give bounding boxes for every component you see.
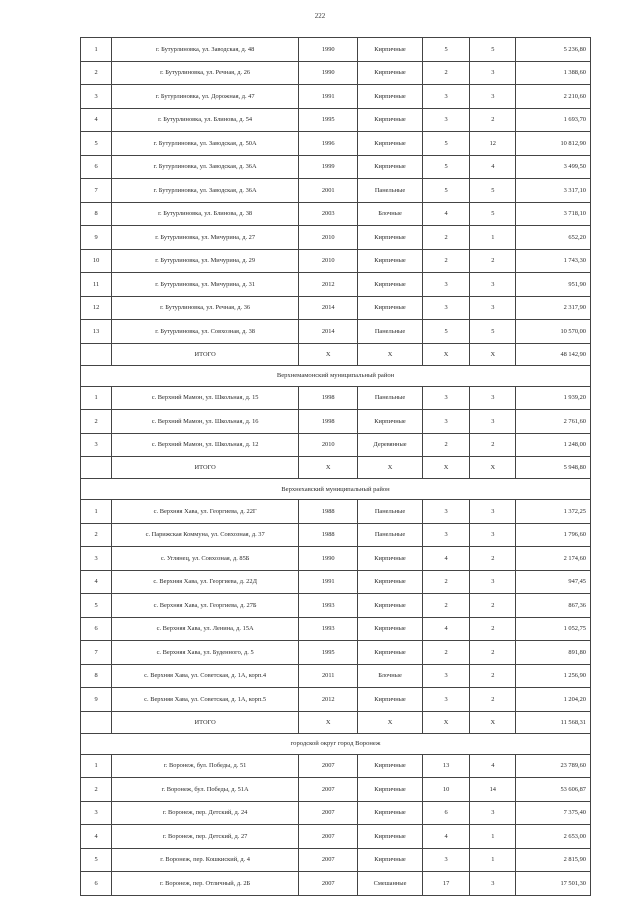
table-row [81,664,591,688]
floors-cell: 4 [422,617,470,641]
area-cell: 2 174,60 [516,547,591,571]
row-number: 1 [81,38,112,62]
section-header-row [81,733,591,754]
address-cell: с. Верхняя Хава, ул. Георгиева, д. 22Г [112,500,299,524]
entrances-cell: 14 [470,778,516,802]
table-row [81,617,591,641]
address-cell: с. Верхняя Хава, ул. Георгиева, д. 27Б [112,594,299,618]
row-number: 4 [81,825,112,849]
floors-cell: 3 [422,410,470,434]
total-area-cell: 5 948,80 [516,457,591,479]
address-cell: г. Бутурлиновка, ул. Речная, д. 36 [112,296,299,320]
row-number: 11 [81,273,112,297]
entrances-cell: 5 [470,202,516,226]
floors-cell: 2 [422,433,470,457]
material-cell: Кирпичные [358,273,422,297]
total-blank-cell [81,343,112,365]
address-cell: г. Воронеж, пер. Отличный, д. 2Б [112,872,299,896]
table-row [81,641,591,665]
year-cell: 1998 [299,386,358,410]
table-row [81,179,591,203]
table-row [81,778,591,802]
total-area-cell: 11 568,31 [516,711,591,733]
entrances-cell: 2 [470,617,516,641]
address-cell: с. Верхняя Хава, ул. Ленина, д. 15А [112,617,299,641]
table-row [81,132,591,156]
floors-cell: 5 [422,38,470,62]
year-cell: 1996 [299,132,358,156]
table-row [81,547,591,571]
total-x-cell: X [299,457,358,479]
area-cell: 1 052,75 [516,617,591,641]
table-row [81,801,591,825]
year-cell: 2014 [299,296,358,320]
entrances-cell: 2 [470,641,516,665]
total-x-cell: X [358,457,422,479]
address-cell: г. Бутурлиновка, ул. Речная, д. 26 [112,61,299,85]
floors-cell: 3 [422,664,470,688]
entrances-cell: 12 [470,132,516,156]
year-cell: 1988 [299,523,358,547]
area-cell: 2 210,60 [516,85,591,109]
year-cell: 2014 [299,320,358,344]
floors-cell: 2 [422,594,470,618]
material-cell: Кирпичные [358,38,422,62]
address-cell: г. Бутурлиновка, ул. Блинова, д. 38 [112,202,299,226]
entrances-cell: 2 [470,249,516,273]
entrances-cell: 5 [470,320,516,344]
material-cell: Кирпичные [358,226,422,250]
year-cell: 1995 [299,641,358,665]
entrances-cell: 3 [470,386,516,410]
row-number: 3 [81,85,112,109]
area-cell: 1 248,00 [516,433,591,457]
floors-cell: 17 [422,872,470,896]
row-number: 2 [81,523,112,547]
year-cell: 2007 [299,801,358,825]
row-number: 13 [81,320,112,344]
entrances-cell: 1 [470,226,516,250]
area-cell: 1 743,30 [516,249,591,273]
total-area-cell: 48 142,90 [516,343,591,365]
material-cell: Панельные [358,386,422,410]
row-number: 7 [81,641,112,665]
floors-cell: 3 [422,688,470,712]
material-cell: Смешанные [358,872,422,896]
address-cell: с. Углянец, ул. Совхозная, д. 85Б [112,547,299,571]
material-cell: Кирпичные [358,801,422,825]
table-row [81,410,591,434]
area-cell: 1 388,60 [516,61,591,85]
table-row [81,108,591,132]
floors-cell: 5 [422,155,470,179]
floors-cell: 4 [422,202,470,226]
entrances-cell: 4 [470,754,516,778]
entrances-cell: 3 [470,273,516,297]
year-cell: 2001 [299,179,358,203]
year-cell: 1991 [299,570,358,594]
total-x-cell: X [422,343,470,365]
address-cell: г. Бутурлиновка, ул. Заводская, д. 36А [112,179,299,203]
row-number: 6 [81,617,112,641]
material-cell: Панельные [358,320,422,344]
material-cell: Панельные [358,179,422,203]
total-row [81,343,591,365]
material-cell: Кирпичные [358,688,422,712]
table-row [81,594,591,618]
area-cell: 2 815,90 [516,848,591,872]
entrances-cell: 3 [470,801,516,825]
area-cell: 1 256,90 [516,664,591,688]
table-row [81,61,591,85]
year-cell: 1995 [299,108,358,132]
address-cell: с. Верхний Мамон, ул. Школьная, д. 16 [112,410,299,434]
table-row [81,754,591,778]
floors-cell: 3 [422,500,470,524]
address-cell: г. Воронеж, бул. Победы, д. 51 [112,754,299,778]
year-cell: 2007 [299,825,358,849]
area-cell: 947,45 [516,570,591,594]
area-cell: 23 789,60 [516,754,591,778]
floors-cell: 5 [422,179,470,203]
material-cell: Блочные [358,664,422,688]
row-number: 3 [81,433,112,457]
area-cell: 10 570,00 [516,320,591,344]
address-cell: г. Бутурлиновка, ул. Блинова, д. 54 [112,108,299,132]
material-cell: Кирпичные [358,547,422,571]
row-number: 1 [81,386,112,410]
table-row [81,523,591,547]
area-cell: 2 653,00 [516,825,591,849]
row-number: 8 [81,202,112,226]
year-cell: 2012 [299,273,358,297]
section-title: Верхнемамонский муниципальный район [81,365,591,386]
entrances-cell: 3 [470,570,516,594]
table-row [81,825,591,849]
address-cell: г. Воронеж, пер. Детский, д. 27 [112,825,299,849]
material-cell: Деревянные [358,433,422,457]
table-row [81,38,591,62]
row-number: 3 [81,547,112,571]
entrances-cell: 5 [470,38,516,62]
entrances-cell: 3 [470,61,516,85]
row-number: 7 [81,179,112,203]
table-row [81,320,591,344]
row-number: 4 [81,570,112,594]
address-cell: г. Бутурлиновка, ул. Совхозная, д. 38 [112,320,299,344]
section-header-row [81,479,591,500]
year-cell: 1993 [299,617,358,641]
table-row [81,273,591,297]
entrances-cell: 3 [470,500,516,524]
total-x-cell: X [470,343,516,365]
row-number: 3 [81,801,112,825]
address-cell: г. Бутурлиновка, ул. Заводская, д. 36А [112,155,299,179]
material-cell: Кирпичные [358,641,422,665]
table-row [81,226,591,250]
floors-cell: 2 [422,226,470,250]
floors-cell: 10 [422,778,470,802]
area-cell: 17 501,30 [516,872,591,896]
total-x-cell: X [299,343,358,365]
area-cell: 867,36 [516,594,591,618]
address-cell: с. Верхняя Хава, ул. Советская, д. 1А, корп.5 [112,688,299,712]
area-cell: 1 204,20 [516,688,591,712]
area-cell: 10 812,90 [516,132,591,156]
row-number: 6 [81,872,112,896]
total-x-cell: X [358,711,422,733]
year-cell: 2007 [299,872,358,896]
address-cell: г. Бутурлиновка, ул. Мичурина, д. 29 [112,249,299,273]
material-cell: Кирпичные [358,61,422,85]
address-cell: г. Воронеж, пер. Детский, д. 24 [112,801,299,825]
floors-cell: 4 [422,547,470,571]
year-cell: 2010 [299,433,358,457]
entrances-cell: 2 [470,664,516,688]
row-number: 2 [81,778,112,802]
entrances-cell: 3 [470,523,516,547]
table-row [81,570,591,594]
area-cell: 2 761,60 [516,410,591,434]
page-number: 222 [314,12,326,20]
total-label: ИТОГО [112,457,299,479]
total-row [81,711,591,733]
total-x-cell: X [299,711,358,733]
address-cell: г. Бутурлиновка, ул. Заводская, д. 48 [112,38,299,62]
table-row [81,386,591,410]
row-number: 12 [81,296,112,320]
table-row [81,249,591,273]
address-cell: г. Бутурлиновка, ул. Мичурина, д. 31 [112,273,299,297]
material-cell: Кирпичные [358,85,422,109]
table-row [81,296,591,320]
table-row [81,688,591,712]
row-number: 10 [81,249,112,273]
floors-cell: 6 [422,801,470,825]
total-label: ИТОГО [112,343,299,365]
row-number: 2 [81,410,112,434]
material-cell: Кирпичные [358,155,422,179]
year-cell: 2007 [299,778,358,802]
year-cell: 1990 [299,61,358,85]
total-x-cell: X [422,711,470,733]
address-cell: с. Верхний Мамон, ул. Школьная, д. 15 [112,386,299,410]
address-cell: с. Верхняя Хава, ул. Буденного, д. 5 [112,641,299,665]
year-cell: 2012 [299,688,358,712]
material-cell: Кирпичные [358,132,422,156]
address-cell: с. Парижская Коммуна, ул. Совхозная, д. 37 [112,523,299,547]
entrances-cell: 2 [470,108,516,132]
entrances-cell: 3 [470,296,516,320]
address-cell: г. Бутурлиновка, ул. Заводская, д. 50А [112,132,299,156]
area-cell: 1 372,25 [516,500,591,524]
material-cell: Панельные [358,500,422,524]
total-row [81,457,591,479]
year-cell: 1990 [299,38,358,62]
row-number: 4 [81,108,112,132]
material-cell: Кирпичные [358,825,422,849]
area-cell: 652,20 [516,226,591,250]
entrances-cell: 2 [470,594,516,618]
material-cell: Кирпичные [358,848,422,872]
area-cell: 1 796,60 [516,523,591,547]
section-title: городской округ город Воронеж [81,733,591,754]
year-cell: 2003 [299,202,358,226]
floors-cell: 2 [422,61,470,85]
section-header-row [81,365,591,386]
table-row [81,872,591,896]
material-cell: Кирпичные [358,778,422,802]
area-cell: 3 317,10 [516,179,591,203]
row-number: 6 [81,155,112,179]
section-title: Верхнехавский муниципальный район [81,479,591,500]
year-cell: 1998 [299,410,358,434]
row-number: 1 [81,500,112,524]
entrances-cell: 4 [470,155,516,179]
floors-cell: 3 [422,273,470,297]
floors-cell: 3 [422,848,470,872]
entrances-cell: 2 [470,688,516,712]
area-cell: 891,80 [516,641,591,665]
area-cell: 53 606,87 [516,778,591,802]
material-cell: Кирпичные [358,296,422,320]
material-cell: Панельные [358,523,422,547]
housing-table [80,37,591,896]
floors-cell: 4 [422,825,470,849]
material-cell: Кирпичные [358,249,422,273]
address-cell: с. Верхняя Хава, ул. Георгиева, д. 22Д [112,570,299,594]
address-cell: г. Воронеж, бул. Победы, д. 51А [112,778,299,802]
material-cell: Кирпичные [358,754,422,778]
floors-cell: 3 [422,296,470,320]
floors-cell: 5 [422,132,470,156]
entrances-cell: 5 [470,179,516,203]
material-cell: Кирпичные [358,570,422,594]
entrances-cell: 2 [470,433,516,457]
year-cell: 2010 [299,249,358,273]
row-number: 1 [81,754,112,778]
floors-cell: 13 [422,754,470,778]
material-cell: Кирпичные [358,594,422,618]
year-cell: 2011 [299,664,358,688]
material-cell: Кирпичные [358,108,422,132]
area-cell: 3 499,50 [516,155,591,179]
total-blank-cell [81,711,112,733]
floors-cell: 3 [422,386,470,410]
floors-cell: 3 [422,108,470,132]
entrances-cell: 3 [470,872,516,896]
material-cell: Кирпичные [358,617,422,641]
floors-cell: 2 [422,570,470,594]
row-number: 8 [81,664,112,688]
floors-cell: 3 [422,85,470,109]
material-cell: Кирпичные [358,410,422,434]
table-row [81,500,591,524]
area-cell: 1 939,20 [516,386,591,410]
entrances-cell: 2 [470,547,516,571]
year-cell: 1993 [299,594,358,618]
year-cell: 1991 [299,85,358,109]
entrances-cell: 1 [470,848,516,872]
year-cell: 1999 [299,155,358,179]
material-cell: Блочные [358,202,422,226]
area-cell: 7 375,40 [516,801,591,825]
area-cell: 951,90 [516,273,591,297]
floors-cell: 2 [422,641,470,665]
address-cell: г. Бутурлиновка, ул. Дорожная, д. 47 [112,85,299,109]
table-row [81,848,591,872]
year-cell: 1990 [299,547,358,571]
area-cell: 5 236,80 [516,38,591,62]
total-blank-cell [81,457,112,479]
table-row [81,155,591,179]
row-number: 9 [81,226,112,250]
row-number: 5 [81,594,112,618]
entrances-cell: 1 [470,825,516,849]
entrances-cell: 3 [470,410,516,434]
floors-cell: 3 [422,523,470,547]
row-number: 9 [81,688,112,712]
total-x-cell: X [422,457,470,479]
area-cell: 2 317,90 [516,296,591,320]
entrances-cell: 3 [470,85,516,109]
year-cell: 2007 [299,848,358,872]
year-cell: 2007 [299,754,358,778]
year-cell: 2010 [299,226,358,250]
address-cell: с. Верхний Мамон, ул. Школьная, д. 12 [112,433,299,457]
address-cell: с. Верхняя Хава, ул. Советская, д. 1А, корп.4 [112,664,299,688]
table-row [81,433,591,457]
row-number: 5 [81,848,112,872]
floors-cell: 5 [422,320,470,344]
table-row [81,202,591,226]
total-x-cell: X [470,457,516,479]
row-number: 5 [81,132,112,156]
area-cell: 1 693,70 [516,108,591,132]
address-cell: г. Бутурлиновка, ул. Мичурина, д. 27 [112,226,299,250]
year-cell: 1988 [299,500,358,524]
floors-cell: 2 [422,249,470,273]
area-cell: 3 718,10 [516,202,591,226]
total-x-cell: X [358,343,422,365]
table-row [81,85,591,109]
address-cell: г. Воронеж, пер. Кошкиский, д. 4 [112,848,299,872]
total-label: ИТОГО [112,711,299,733]
total-x-cell: X [470,711,516,733]
row-number: 2 [81,61,112,85]
